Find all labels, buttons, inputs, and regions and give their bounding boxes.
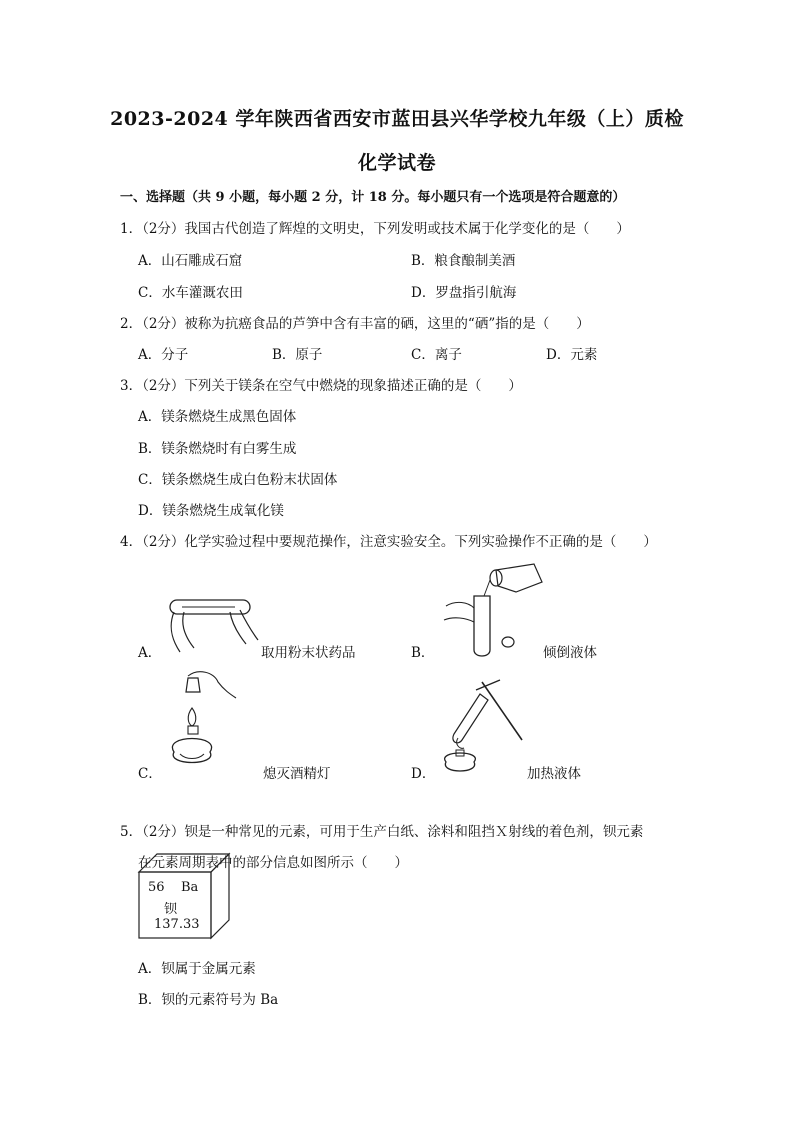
question-3-option-b: B．镁条燃烧时有白雾生成 — [138, 441, 297, 457]
alcohol-lamp-extinguish-illustration — [158, 664, 240, 776]
question-4-stem: 4．（2分）化学实验过程中要规范操作，注意实验安全。下列实验操作不正确的是（ ） — [120, 534, 657, 550]
page-title: 2023-2024 学年陕西省西安市蓝田县兴华学校九年级（上）质检 — [110, 108, 684, 130]
question-4-caption-c: 熄灭酒精灯 — [263, 766, 331, 782]
question-5-stem-line1: 5．（2分）钡是一种常见的元素，可用于生产白纸、涂料和阻挡Ｘ射线的着色剂，钡元素 — [120, 824, 644, 840]
question-1-option-b: B．粮食酿制美酒 — [411, 253, 516, 269]
question-4-caption-d: 加热液体 — [527, 766, 581, 782]
pouring-liquid-illustration — [436, 556, 546, 660]
question-4-caption-b: 倾倒液体 — [543, 645, 597, 661]
heating-liquid-illustration — [436, 676, 528, 776]
question-4-option-c: C． — [138, 766, 162, 782]
question-5-stem-line2: 在元素周期表中的部分信息如图所示（ ） — [138, 855, 408, 871]
question-4-option-b: B． — [411, 645, 435, 661]
question-2-option-a: A．分子 — [138, 347, 189, 363]
element-symbol: Ba — [181, 880, 199, 895]
question-1-stem: 1．（2分）我国古代创造了辉煌的文明史，下列发明或技术属于化学变化的是（ ） — [120, 221, 630, 237]
question-4-option-a: A． — [138, 645, 162, 661]
element-name: 钡 — [164, 902, 178, 917]
page-subtitle: 化学试卷 — [357, 152, 436, 174]
section-heading: 一、选择题（共 9 小题，每小题 2 分，计 18 分。每小题只有一个选项是符合题意的） — [120, 190, 626, 205]
powder-sampling-illustration — [160, 592, 260, 660]
question-1-option-c: C．水车灌溉农田 — [138, 285, 243, 301]
question-2-option-b: B．原子 — [272, 347, 323, 363]
question-1-option-d: D．罗盘指引航海 — [411, 285, 517, 301]
question-4-caption-a: 取用粉末状药品 — [261, 645, 356, 661]
question-2-option-c: C．离子 — [411, 347, 462, 363]
question-5-option-a: A．钡属于金属元素 — [138, 961, 256, 977]
question-2-option-d: D．元素 — [546, 347, 598, 363]
question-1-option-a: A．山石雕成石窟 — [138, 253, 243, 269]
question-3-stem: 3．（2分）下列关于镁条在空气中燃烧的现象描述正确的是（ ） — [120, 378, 522, 394]
question-4-option-d: D． — [411, 766, 436, 782]
question-3-option-c: C．镁条燃烧生成白色粉末状固体 — [138, 472, 338, 488]
element-atomic-number: 56 — [148, 880, 165, 895]
question-3-option-d: D．镁条燃烧生成氧化镁 — [138, 503, 284, 519]
question-2-stem: 2．（2分）被称为抗癌食品的芦笋中含有丰富的硒，这里的“硒”指的是（ ） — [120, 316, 590, 332]
element-atomic-mass: 137.33 — [154, 917, 200, 932]
question-5-option-b: B．钡的元素符号为 Ba — [138, 992, 279, 1008]
question-3-option-a: A．镁条燃烧生成黑色固体 — [138, 409, 297, 425]
